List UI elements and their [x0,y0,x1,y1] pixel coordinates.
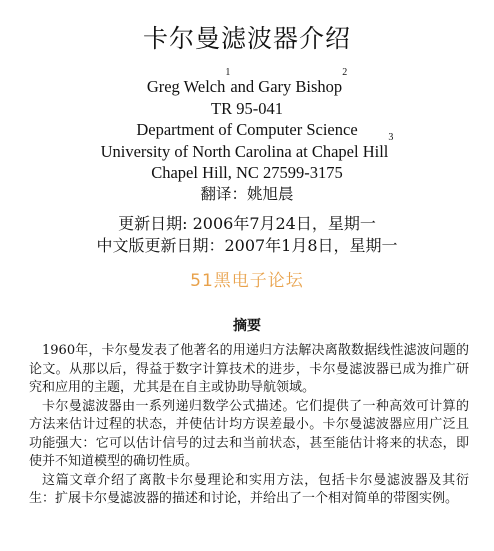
author-2: and Gary Bishop [230,77,343,96]
update-date: 更新日期: 2006年7月24日，星期一 [118,214,376,233]
abstract-heading: 摘要 [233,318,261,334]
report-number: TR 95-041 [211,98,283,118]
author-1-footnote-mark: 1 [225,67,231,78]
translator: 翻译：姚旭晨 [200,184,294,203]
abstract-paragraph-3: 这篇文章介绍了离散卡尔曼理论和实用方法，包括卡尔曼滤波器及其衍生：扩展卡尔曼滤波器的描述和讨论，并给出了一个相对简单的带图实例。 [29,472,469,506]
university-line [0,131,494,163]
author-2-footnote-mark: 2 [342,67,348,78]
authors-line [0,67,494,98]
paper-title: 卡尔曼滤波器介绍 [142,24,351,53]
dates-block [0,213,494,257]
author-1: Greg Welch [146,77,226,96]
university-footnote-mark: 3 [388,131,394,143]
address: Chapel Hill, NC 27599-3175 [151,163,343,182]
abstract-paragraph-2: 卡尔曼滤波器由一系列递归数学公式描述。它们提供了一种高效可计算的方法来估计过程的状态，并使估计均方误差最小。卡尔曼滤波器应用广泛且功能强大：它可以估计信号的过去和当前状态，甚至能估计将来的状态，即使并不知道模型的确切性质。 [29,398,469,469]
department: Department of Computer Science [136,120,358,139]
university: University of North Carolina at Chapel Hill [100,141,389,161]
author-block [0,67,494,205]
abstract-paragraph-1: 1960年，卡尔曼发表了他著名的用递归方法解决离散数据线性滤波问题的论文。从那以后，得益于数字计算技术的进步，卡尔曼滤波器已成为推广研究和应用的主题，尤其是在自主或协助导航领域。 [29,343,469,395]
forum-watermark: 51黑电子论坛 [190,271,304,291]
cn-update-date: 中文版更新日期：2007年1月8日，星期一 [96,236,398,255]
abstract-body [29,342,469,509]
